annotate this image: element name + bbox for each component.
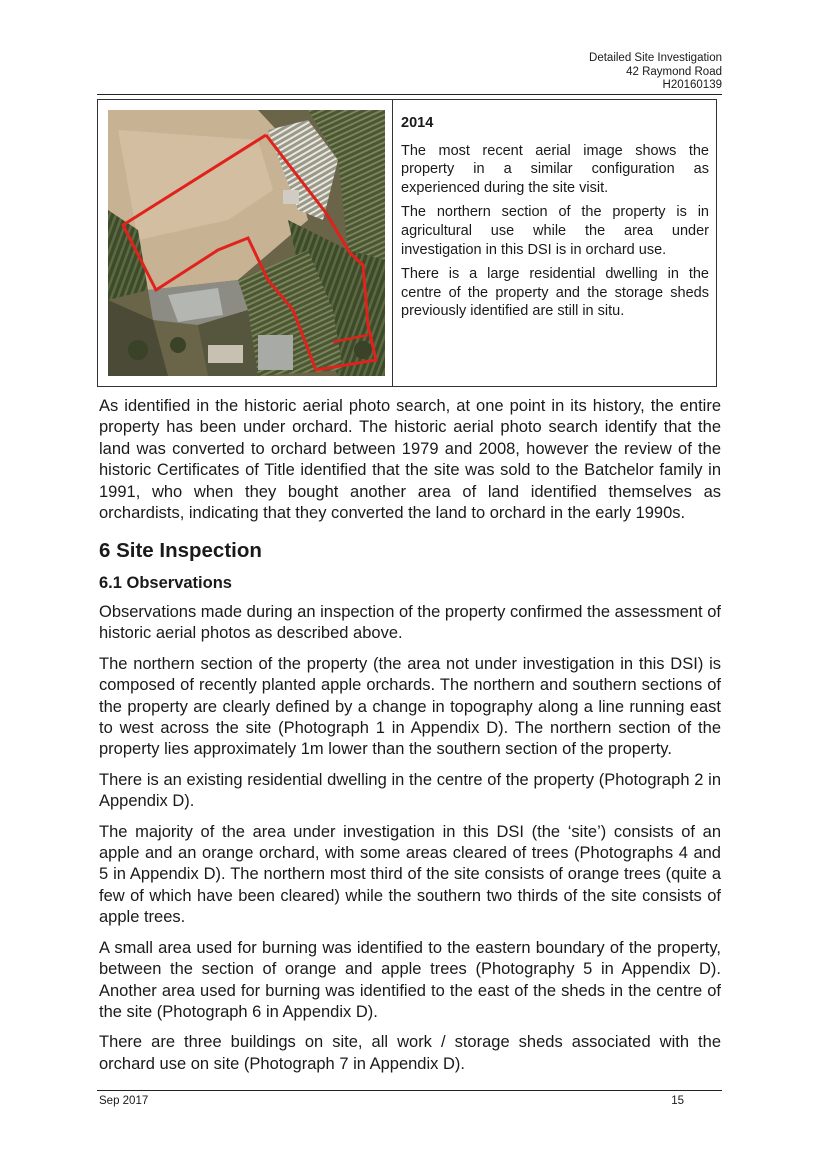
header-address: 42 Raymond Road: [626, 65, 722, 78]
aerial-description-paragraph: There is a large residential dwelling in the centre of the property and the storage sheds previously identified are still in situ.: [401, 266, 709, 320]
aerial-figure-table: [97, 99, 717, 387]
aerial-description-paragraph: The northern section of the property is in agricultural use while the area under investigation in this DSI is in orchard use.: [401, 204, 709, 258]
body-paragraph: The majority of the area under investigation in this DSI (the ‘site’) consists of an apple and an orange orchard, with some areas cleared of trees (Photographs 4 and 5 in Appendix D). The northern most third of the site consists of orange trees (quite a few of which have been cleared) while the southern two thirds of the site consists of apple trees.: [99, 822, 721, 927]
page-header: [589, 52, 722, 93]
subsection-heading: 6.1 Observations: [99, 574, 232, 592]
section-heading: 6 Site Inspection: [99, 539, 262, 562]
body-paragraph: There is an existing residential dwelling in the centre of the property (Photograph 2 in Appendix D).: [99, 770, 721, 811]
footer-rule: [97, 1090, 722, 1091]
body-paragraph: There are three buildings on site, all work / storage sheds associated with the orchard use on site (Photograph 7 in Appendix D).: [99, 1033, 721, 1073]
body-paragraph: Observations made during an inspection of the property confirmed the assessment of historic aerial photos as described above.: [99, 603, 721, 643]
intro-paragraph: As identified in the historic aerial photo search, at one point in its history, the entire property has been under orchard. The historic aerial photo search identify that the land was converted to orchard between 1979 and 2008, however the review of the historic Certificates of Title identified that the site was sold to the Batchelor family in 1991, who when they bought another area of land identified themselves as orchardists, indicating that they converted the land to orchard in the early 1990s.: [99, 397, 721, 523]
aerial-description-paragraph: The most recent aerial image shows the property in a similar configuration as experienced during the site visit.: [401, 142, 709, 196]
aerial-photo-cell: [98, 100, 393, 386]
header-reference: H20160139: [662, 79, 722, 91]
page-number: 15: [671, 1095, 684, 1107]
header-rule: [97, 94, 722, 95]
aerial-photo: [108, 110, 385, 376]
header-document-title: Detailed Site Investigation: [589, 52, 722, 64]
aerial-year: 2014: [401, 115, 434, 131]
intro-block: [99, 396, 721, 533]
body-paragraph: A small area used for burning was identified to the eastern boundary of the property, between the section of orange and apple trees (Photography 5 in Appendix D). Another area used for burning was identified to the east of the sheds in the centre of the site (Photograph 6 in Appendix D).: [99, 938, 721, 1021]
footer-date: Sep 2017: [99, 1095, 149, 1107]
observations-body: [99, 602, 721, 1084]
aerial-description: [401, 114, 709, 327]
body-paragraph: The northern section of the property (the area not under investigation in this DSI) is composed of recently planted apple orchards. The northern and southern sections of the property are clearly defined by a change in topography along a line running east to west across the site (Photograph 1 in Appendix D). The northern section of the property lies approximately 1m lower than the southern section of the property.: [99, 654, 721, 759]
